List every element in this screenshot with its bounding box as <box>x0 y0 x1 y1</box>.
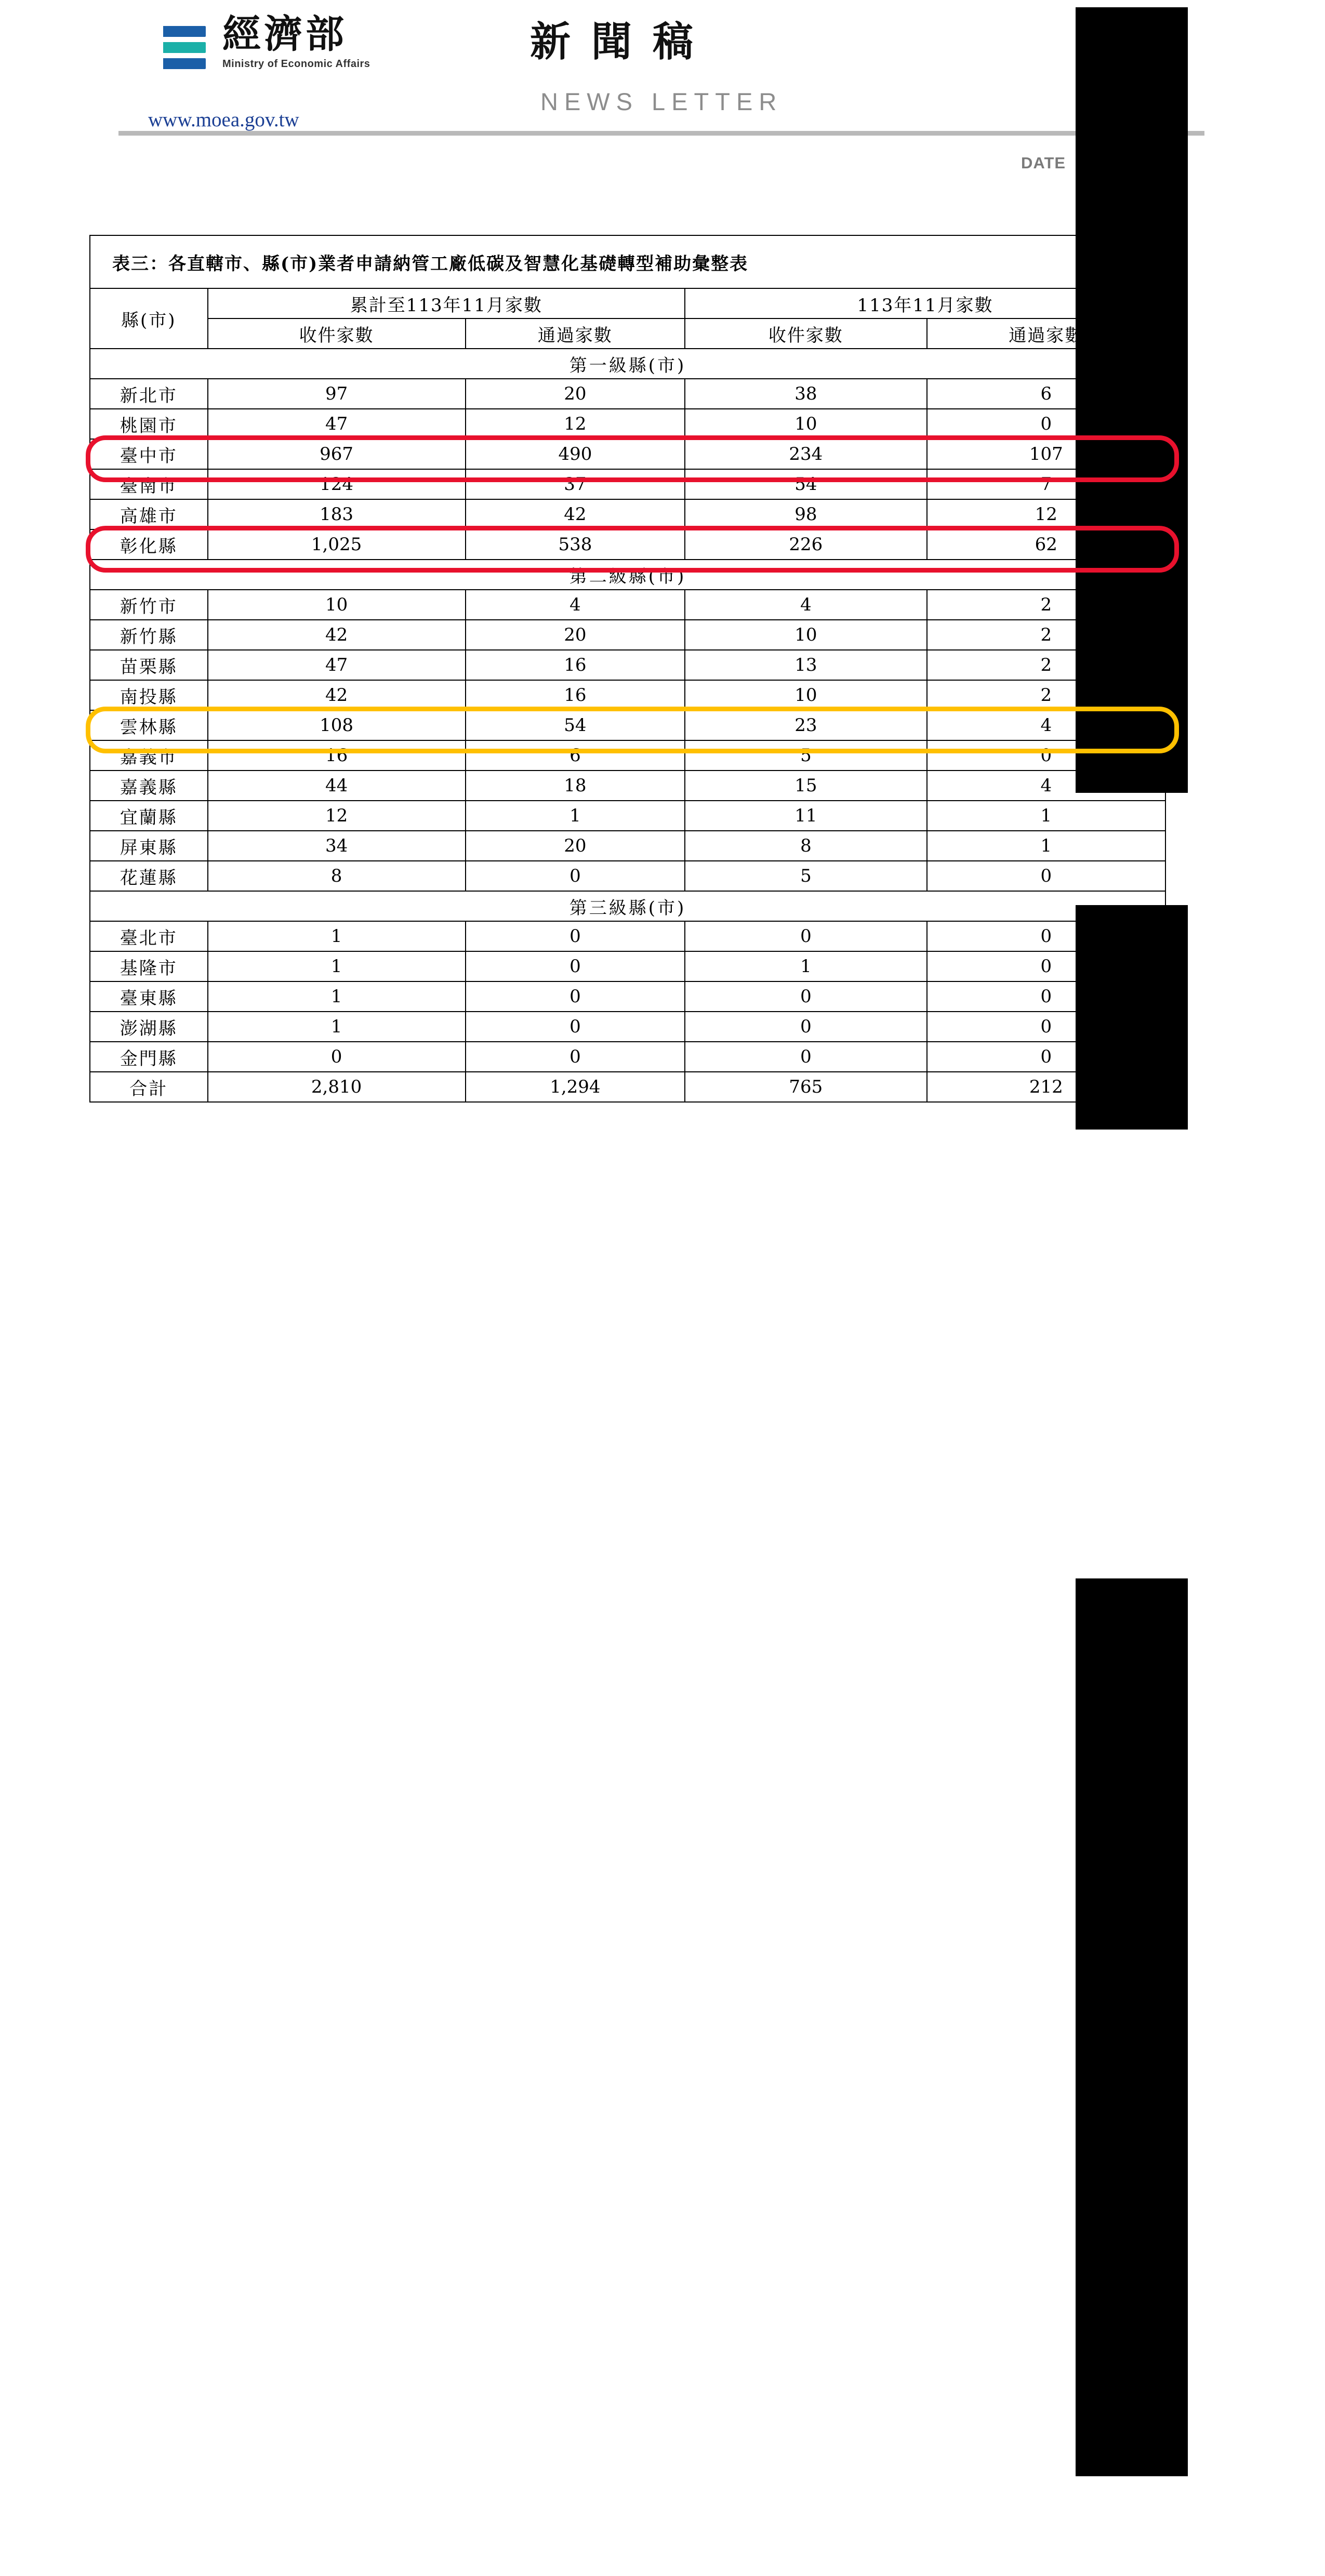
table-row <box>90 951 1165 981</box>
table-row <box>90 861 1165 891</box>
cell-value: 54 <box>685 469 926 499</box>
cell-value: 10 <box>208 590 466 620</box>
cell-value: 0 <box>685 981 926 1012</box>
row-county-name: 臺中市 <box>90 439 208 469</box>
table-row <box>90 409 1165 439</box>
row-county-name: 雲林縣 <box>90 710 208 740</box>
cell-value: 1,294 <box>466 1072 685 1102</box>
table-row <box>90 771 1165 801</box>
cell-value: 1 <box>208 951 466 981</box>
row-county-name: 南投縣 <box>90 680 208 710</box>
cell-value: 5 <box>685 740 926 771</box>
table-row <box>90 499 1165 529</box>
column-group-header: 累計至113年11月家數 <box>208 288 685 318</box>
cell-value: 8 <box>208 861 466 891</box>
cell-value: 124 <box>208 469 466 499</box>
cell-value: 1 <box>466 801 685 831</box>
cell-value: 10 <box>685 409 926 439</box>
row-county-name: 宜蘭縣 <box>90 801 208 831</box>
cell-value: 20 <box>466 831 685 861</box>
cell-value: 0 <box>927 981 1165 1012</box>
row-county-name: 新竹市 <box>90 590 208 620</box>
column-sub-header: 通過家數 <box>466 318 685 349</box>
cell-value: 0 <box>927 740 1165 771</box>
cell-value: 1,025 <box>208 529 466 560</box>
cell-value: 108 <box>208 710 466 740</box>
org-name-en: Ministry of Economic Affairs <box>222 58 370 70</box>
cell-value: 7 <box>927 469 1165 499</box>
cell-value: 0 <box>685 1042 926 1072</box>
table-row <box>90 1042 1165 1072</box>
table-row <box>90 590 1165 620</box>
row-county-name: 基隆市 <box>90 951 208 981</box>
row-county-name: 花蓮縣 <box>90 861 208 891</box>
cell-value: 538 <box>466 529 685 560</box>
cell-value: 6 <box>466 740 685 771</box>
date-label: DATE <box>1021 154 1066 172</box>
row-county-name: 臺東縣 <box>90 981 208 1012</box>
cell-value: 12 <box>466 409 685 439</box>
cell-value: 0 <box>927 951 1165 981</box>
cell-value: 0 <box>466 981 685 1012</box>
row-county-name: 金門縣 <box>90 1042 208 1072</box>
moea-url[interactable]: www.moea.gov.tw <box>148 109 299 131</box>
cell-value: 1 <box>927 831 1165 861</box>
cell-value: 234 <box>685 439 926 469</box>
cell-value: 54 <box>466 710 685 740</box>
table-row <box>90 650 1165 680</box>
cell-value: 34 <box>208 831 466 861</box>
cell-value: 12 <box>208 801 466 831</box>
cell-value: 0 <box>466 861 685 891</box>
cell-value: 0 <box>927 1042 1165 1072</box>
cell-value: 2 <box>927 680 1165 710</box>
cell-value: 212 <box>927 1072 1165 1102</box>
row-county-name: 高雄市 <box>90 499 208 529</box>
row-county-name: 合計 <box>90 1072 208 1102</box>
table-row <box>90 831 1165 861</box>
cell-value: 18 <box>466 771 685 801</box>
cell-value: 967 <box>208 439 466 469</box>
table-row <box>90 921 1165 951</box>
cell-value: 15 <box>685 771 926 801</box>
cell-value: 1 <box>208 981 466 1012</box>
cell-value: 37 <box>466 469 685 499</box>
cell-value: 490 <box>466 439 685 469</box>
cell-value: 10 <box>685 620 926 650</box>
cell-value: 0 <box>466 951 685 981</box>
cell-value: 44 <box>208 771 466 801</box>
cell-value: 16 <box>208 740 466 771</box>
org-name-cn: 經濟部 <box>222 12 347 57</box>
report-table <box>89 235 1166 1103</box>
cell-value: 0 <box>927 1012 1165 1042</box>
cell-value: 2,810 <box>208 1072 466 1102</box>
cell-value: 4 <box>927 771 1165 801</box>
cell-value: 1 <box>208 921 466 951</box>
row-county-name: 彰化縣 <box>90 529 208 560</box>
cell-value: 0 <box>466 1042 685 1072</box>
newsletter-title-en: NEWS LETTER <box>540 88 783 115</box>
cell-value: 8 <box>685 831 926 861</box>
cell-value: 16 <box>466 650 685 680</box>
cell-value: 183 <box>208 499 466 529</box>
column-header-county: 縣(市) <box>90 288 208 349</box>
cell-value: 0 <box>208 1042 466 1072</box>
cell-value: 10 <box>685 680 926 710</box>
section-header-row: 第一級縣(市) <box>90 349 1165 379</box>
row-county-name: 新竹縣 <box>90 620 208 650</box>
cell-value: 2 <box>927 590 1165 620</box>
table-row <box>90 680 1165 710</box>
row-county-name: 桃園市 <box>90 409 208 439</box>
cell-value: 97 <box>208 379 466 409</box>
header-divider <box>118 131 1204 136</box>
cell-value: 0 <box>927 861 1165 891</box>
table-row <box>90 439 1165 469</box>
cell-value: 1 <box>927 801 1165 831</box>
cell-value: 20 <box>466 620 685 650</box>
cell-value: 62 <box>927 529 1165 560</box>
cell-value: 98 <box>685 499 926 529</box>
row-county-name: 屏東縣 <box>90 831 208 861</box>
cell-value: 0 <box>685 1012 926 1042</box>
cell-value: 2 <box>927 650 1165 680</box>
cell-value: 11 <box>685 801 926 831</box>
table-row <box>90 620 1165 650</box>
cell-value: 23 <box>685 710 926 740</box>
cell-value: 4 <box>927 710 1165 740</box>
cell-value: 42 <box>208 680 466 710</box>
cell-value: 4 <box>466 590 685 620</box>
section-header-row: 第三級縣(市) <box>90 891 1165 921</box>
table-row <box>90 801 1165 831</box>
column-sub-header: 通過家數 <box>927 318 1165 349</box>
cell-value: 16 <box>466 680 685 710</box>
row-county-name: 新北市 <box>90 379 208 409</box>
row-county-name: 嘉義縣 <box>90 771 208 801</box>
row-county-name: 臺北市 <box>90 921 208 951</box>
row-county-name: 澎湖縣 <box>90 1012 208 1042</box>
cell-value: 5 <box>685 861 926 891</box>
cell-value: 0 <box>927 409 1165 439</box>
table-title: 表三：各直轄市、縣(市)業者申請納管工廠低碳及智慧化基礎轉型補助彙整表 <box>90 235 1165 288</box>
report-table-container <box>89 235 1166 1103</box>
cell-value: 0 <box>466 921 685 951</box>
cell-value: 0 <box>685 921 926 951</box>
row-county-name: 臺南市 <box>90 469 208 499</box>
cell-value: 0 <box>927 921 1165 951</box>
cell-value: 765 <box>685 1072 926 1102</box>
column-sub-header: 收件家數 <box>208 318 466 349</box>
cell-value: 4 <box>685 590 926 620</box>
table-row <box>90 529 1165 560</box>
table-total-row <box>90 1072 1165 1102</box>
row-county-name: 苗栗縣 <box>90 650 208 680</box>
cell-value: 0 <box>466 1012 685 1042</box>
row-county-name: 嘉義市 <box>90 740 208 771</box>
section-header-row: 第二級縣(市) <box>90 560 1165 590</box>
cell-value: 47 <box>208 409 466 439</box>
table-row <box>90 379 1165 409</box>
column-sub-header: 收件家數 <box>685 318 926 349</box>
cell-value: 20 <box>466 379 685 409</box>
cell-value: 13 <box>685 650 926 680</box>
table-row <box>90 1012 1165 1042</box>
qr-code-icon <box>1076 7 1188 119</box>
table-row <box>90 710 1165 740</box>
table-row <box>90 740 1165 771</box>
cell-value: 2 <box>927 620 1165 650</box>
cell-value: 226 <box>685 529 926 560</box>
cell-value: 42 <box>466 499 685 529</box>
table-row <box>90 469 1165 499</box>
cell-value: 47 <box>208 650 466 680</box>
newsletter-title-cn: 新聞稿 <box>530 19 714 65</box>
moea-logo <box>141 11 370 73</box>
cell-value: 12 <box>927 499 1165 529</box>
cell-value: 6 <box>927 379 1165 409</box>
cell-value: 1 <box>208 1012 466 1042</box>
table-row <box>90 981 1165 1012</box>
cell-value: 1 <box>685 951 926 981</box>
page-header <box>0 0 1325 172</box>
cell-value: 38 <box>685 379 926 409</box>
column-group-header: 113年11月家數 <box>685 288 1165 318</box>
cell-value: 42 <box>208 620 466 650</box>
cell-value: 107 <box>927 439 1165 469</box>
moea-logo-mark-icon <box>141 11 214 73</box>
